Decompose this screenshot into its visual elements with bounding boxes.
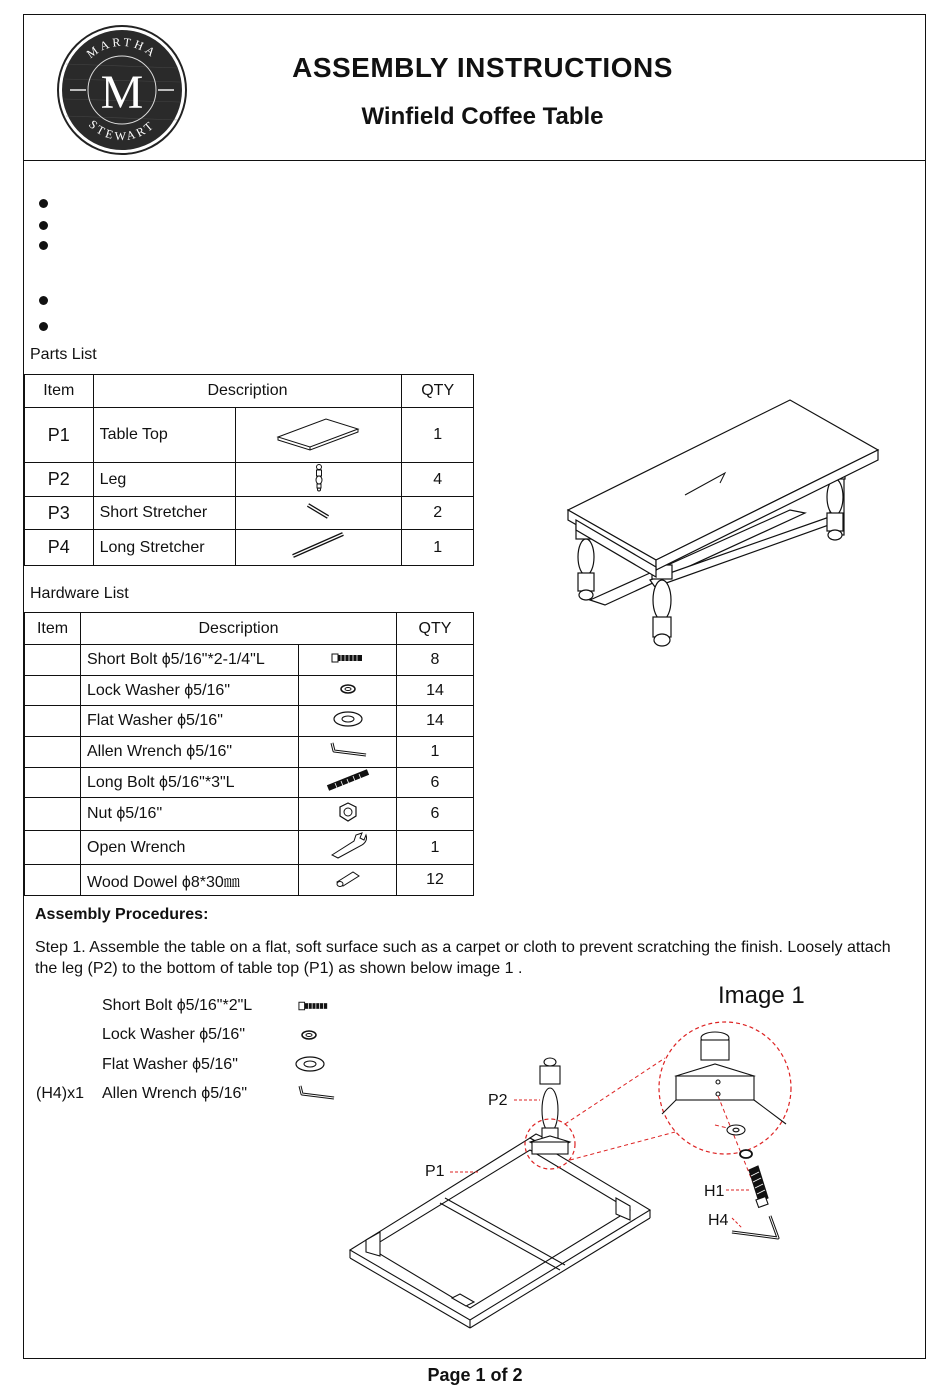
table-row [25, 463, 474, 497]
parts-list-label: Parts List [30, 346, 97, 363]
hardware-item [25, 865, 81, 896]
label-p2: P2 [488, 1092, 508, 1109]
lock-washer-icon [300, 1029, 318, 1041]
header-qty: QTY [397, 613, 474, 645]
part-qty: 2 [402, 497, 474, 530]
header-divider [23, 160, 926, 161]
page-title: ASSEMBLY INSTRUCTIONS [292, 52, 673, 83]
logo-text-bottom: STEWART [86, 117, 158, 144]
hardware-item [25, 737, 81, 768]
header-description: Description [93, 375, 402, 408]
hardware-qty: 1 [397, 737, 474, 768]
part-name: Long Stretcher [93, 530, 235, 566]
allen-wrench-icon [296, 1084, 336, 1102]
hardware-name: Lock Washer ϕ5/16" [81, 676, 299, 706]
hardware-name: Wood Dowel ϕ8*30㎜ [81, 865, 299, 896]
part-qty: 1 [402, 408, 474, 463]
step1-hardware-name: Allen Wrench ϕ5/16" [102, 1085, 248, 1102]
step1-hardware-prefix: (H4)x1 [36, 1085, 85, 1102]
bullet [39, 221, 48, 230]
short-bolt-icon [331, 652, 365, 664]
allen-wrench-icon [328, 741, 368, 759]
bullet [39, 199, 48, 208]
hardware-name: Allen Wrench ϕ5/16" [81, 737, 299, 768]
flat-washer-icon [294, 1055, 326, 1073]
table-row [25, 737, 474, 768]
step1-hardware-name: Short Bolt ϕ5/16"*2"L [102, 997, 253, 1014]
logo-letter: M [100, 66, 144, 119]
bullet [39, 296, 48, 305]
hardware-item [25, 645, 81, 676]
header-item: Item [25, 613, 81, 645]
table-row [25, 408, 474, 463]
logo-text-top: MARTHA [83, 34, 161, 62]
label-h4: H4 [708, 1212, 729, 1229]
hardware-qty: 6 [397, 798, 474, 831]
hardware-qty: 12 [397, 865, 474, 896]
hardware-item [25, 706, 81, 737]
page-number: Page 1 of 2 [427, 1365, 523, 1385]
step1-hardware-name: Flat Washer ϕ5/16" [102, 1056, 238, 1073]
nut-icon [337, 801, 359, 823]
short-bolt-icon [298, 1000, 330, 1012]
table-row [25, 706, 474, 737]
long-stretcher-icon [289, 530, 349, 560]
image1-diagram [340, 1020, 800, 1320]
part-name: Leg [93, 463, 235, 497]
long-bolt-icon [325, 769, 371, 791]
table-row [25, 676, 474, 706]
hardware-list-label: Hardware List [30, 585, 129, 602]
hardware-qty: 8 [397, 645, 474, 676]
procedures-title: Assembly Procedures: [35, 906, 209, 923]
label-p1: P1 [425, 1163, 445, 1180]
hardware-table [24, 612, 474, 896]
hardware-qty: 6 [397, 768, 474, 798]
table-row [25, 645, 474, 676]
flat-washer-icon [332, 710, 364, 728]
header-item: Item [25, 375, 94, 408]
open-wrench-icon [328, 831, 368, 859]
table-row [25, 768, 474, 798]
hardware-qty: 1 [397, 831, 474, 865]
hardware-name: Nut ϕ5/16" [81, 798, 299, 831]
part-name: Short Stretcher [93, 497, 235, 530]
bullet [39, 241, 48, 250]
hardware-item [25, 768, 81, 798]
table-row [25, 497, 474, 530]
header-qty: QTY [402, 375, 474, 408]
hardware-qty: 14 [397, 706, 474, 737]
martha-stewart-logo [56, 24, 188, 156]
hardware-name: Long Bolt ϕ5/16"*3"L [81, 768, 299, 798]
header-description: Description [81, 613, 397, 645]
table-row [25, 530, 474, 566]
part-item: P2 [25, 463, 94, 497]
part-qty: 1 [402, 530, 474, 566]
hardware-name: Flat Washer ϕ5/16" [81, 706, 299, 737]
bullet [39, 322, 48, 331]
table-row [25, 865, 474, 896]
wood-dowel-icon [333, 868, 363, 888]
image1-title: Image 1 [718, 982, 805, 1009]
label-h1: H1 [704, 1183, 725, 1200]
leg-icon [309, 463, 329, 491]
short-stretcher-icon [304, 501, 334, 521]
hardware-item [25, 798, 81, 831]
hardware-name: Open Wrench [81, 831, 299, 865]
step1-hardware-name: Lock Washer ϕ5/16" [102, 1026, 245, 1043]
table-top-icon [274, 415, 364, 451]
step1-text: Step 1. Assemble the table on a flat, soft surface such as a carpet or cloth to prevent scratching the finish. Loosely attach the leg (P2) to the bottom of table top (P1) as shown below image 1 . [35, 939, 891, 977]
hardware-name: Short Bolt ϕ5/16"*2-1/4"L [81, 645, 299, 676]
hardware-qty: 14 [397, 676, 474, 706]
hardware-item [25, 831, 81, 865]
table-row [25, 798, 474, 831]
lock-washer-icon [339, 683, 357, 695]
assembled-table-illustration [560, 395, 890, 655]
part-item: P3 [25, 497, 94, 530]
part-item: P1 [25, 408, 94, 463]
hardware-item [25, 676, 81, 706]
parts-table [24, 374, 474, 566]
page-subtitle: Winfield Coffee Table [361, 103, 604, 130]
part-name: Table Top [93, 408, 235, 463]
part-qty: 4 [402, 463, 474, 497]
part-item: P4 [25, 530, 94, 566]
table-row [25, 831, 474, 865]
